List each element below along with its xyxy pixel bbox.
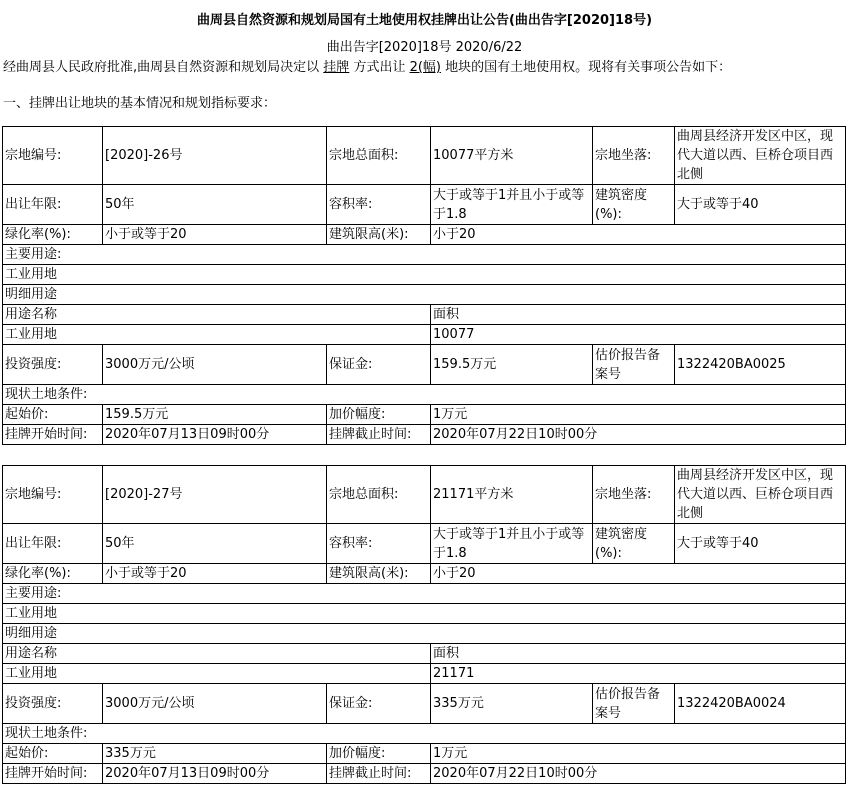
label-term: 出让年限: (3, 524, 103, 564)
table-row (3, 684, 846, 724)
table-row (3, 385, 846, 405)
value-deposit: 159.5万元 (431, 345, 593, 385)
value-appraisal-no: 1322420BA0024 (675, 684, 846, 724)
value-start-price: 159.5万元 (103, 405, 327, 425)
table-row (3, 624, 846, 644)
value-location: 曲周县经济开发区中区，现代大道以西、巨桥仓项目西北侧 (675, 466, 846, 524)
label-listing-start: 挂牌开始时间: (3, 425, 103, 445)
label-building-density: 建筑密度(%): (593, 185, 675, 225)
intro-text-1: 经曲周县人民政府批准,曲周县自然资源和规划局决定以 (3, 60, 320, 75)
value-listing-end: 2020年07月22日10时00分 (431, 764, 846, 784)
value-building-density: 大于或等于40 (675, 524, 846, 564)
document-number-date: 曲出告字[2020]18号 2020/6/22 (326, 40, 523, 55)
value-parcel-no: [2020]-26号 (103, 127, 327, 185)
intro-text-2: 方式出让 (353, 60, 406, 75)
parcel-table-2 (2, 465, 846, 784)
label-area: 面积 (431, 644, 846, 664)
parcel-table-1 (2, 126, 846, 445)
table-row (3, 127, 846, 185)
value-total-area: 21171平方米 (431, 466, 593, 524)
table-row (3, 265, 846, 285)
label-total-area: 宗地总面积: (327, 466, 431, 524)
value-height-limit: 小于20 (431, 225, 846, 245)
value-use-name: 工业用地 (3, 325, 431, 345)
table-row (3, 524, 846, 564)
table-row (3, 664, 846, 684)
label-main-use: 主要用途: (3, 245, 846, 265)
label-start-price: 起始价: (3, 405, 103, 425)
intro-paragraph (3, 56, 731, 75)
label-height-limit: 建筑限高(米): (327, 564, 431, 584)
value-location: 曲周县经济开发区中区，现代大道以西、巨桥仓项目西北侧 (675, 127, 846, 185)
value-term: 50年 (103, 185, 327, 225)
label-height-limit: 建筑限高(米): (327, 225, 431, 245)
value-start-price: 335万元 (103, 744, 327, 764)
table-row (3, 425, 846, 445)
label-area: 面积 (431, 305, 846, 325)
label-detail-use: 明细用途 (3, 285, 846, 305)
label-investment: 投资强度: (3, 345, 103, 385)
value-use-name: 工业用地 (3, 664, 431, 684)
value-building-density: 大于或等于40 (675, 185, 846, 225)
label-increment: 加价幅度: (327, 405, 431, 425)
label-main-use: 主要用途: (3, 584, 846, 604)
table-row (3, 764, 846, 784)
table-row (3, 325, 846, 345)
table-row (3, 245, 846, 265)
value-investment: 3000万元/公顷 (103, 345, 327, 385)
table-row (3, 305, 846, 325)
page-title: 曲周县自然资源和规划局国有土地使用权挂牌出让公告(曲出告字[2020]18号) (196, 13, 653, 28)
value-plot-ratio: 大于或等于1并且小于或等于1.8 (431, 185, 593, 225)
value-parcel-no: [2020]-27号 (103, 466, 327, 524)
value-green-rate: 小于或等于20 (103, 225, 327, 245)
value-increment: 1万元 (431, 405, 846, 425)
label-building-density: 建筑密度(%): (593, 524, 675, 564)
label-plot-ratio: 容积率: (327, 524, 431, 564)
label-green-rate: 绿化率(%): (3, 225, 103, 245)
table-row (3, 185, 846, 225)
label-green-rate: 绿化率(%): (3, 564, 103, 584)
value-investment: 3000万元/公顷 (103, 684, 327, 724)
value-listing-start: 2020年07月13日09时00分 (103, 425, 327, 445)
label-term: 出让年限: (3, 185, 103, 225)
label-plot-ratio: 容积率: (327, 185, 431, 225)
label-detail-use: 明细用途 (3, 624, 846, 644)
intro-method: 挂牌 (323, 60, 350, 75)
label-parcel-no: 宗地编号: (3, 127, 103, 185)
value-listing-end: 2020年07月22日10时00分 (431, 425, 846, 445)
value-term: 50年 (103, 524, 327, 564)
value-green-rate: 小于或等于20 (103, 564, 327, 584)
label-location: 宗地坐落: (593, 466, 675, 524)
label-listing-start: 挂牌开始时间: (3, 764, 103, 784)
label-deposit: 保证金: (327, 684, 431, 724)
label-location: 宗地坐落: (593, 127, 675, 185)
value-total-area: 10077平方米 (431, 127, 593, 185)
table-row (3, 584, 846, 604)
section-title: 一、挂牌出让地块的基本情况和规划指标要求： (3, 96, 277, 111)
label-total-area: 宗地总面积: (327, 127, 431, 185)
value-appraisal-no: 1322420BA0025 (675, 345, 846, 385)
table-row (3, 644, 846, 664)
label-listing-end: 挂牌截止时间: (327, 425, 431, 445)
intro-text-3: 地块的国有土地使用权。现将有关事项公告如下： (445, 60, 732, 75)
value-listing-start: 2020年07月13日09时00分 (103, 764, 327, 784)
value-deposit: 335万元 (431, 684, 593, 724)
value-main-use: 工业用地 (3, 265, 846, 285)
table-row (3, 345, 846, 385)
label-appraisal-no: 估价报告备案号 (593, 345, 675, 385)
label-use-name: 用途名称 (3, 305, 431, 325)
table-row (3, 285, 846, 305)
label-start-price: 起始价: (3, 744, 103, 764)
table-row (3, 604, 846, 624)
value-main-use: 工业用地 (3, 604, 846, 624)
value-plot-ratio: 大于或等于1并且小于或等于1.8 (431, 524, 593, 564)
table-row (3, 466, 846, 524)
label-increment: 加价幅度: (327, 744, 431, 764)
intro-count: 2(幅) (409, 60, 442, 75)
label-use-name: 用途名称 (3, 644, 431, 664)
table-row (3, 405, 846, 425)
label-land-condition: 现状土地条件: (3, 385, 846, 405)
value-increment: 1万元 (431, 744, 846, 764)
table-row (3, 564, 846, 584)
label-land-condition: 现状土地条件: (3, 724, 846, 744)
label-listing-end: 挂牌截止时间: (327, 764, 431, 784)
table-row (3, 225, 846, 245)
table-row (3, 724, 846, 744)
table-row (3, 744, 846, 764)
label-investment: 投资强度: (3, 684, 103, 724)
value-height-limit: 小于20 (431, 564, 846, 584)
label-parcel-no: 宗地编号: (3, 466, 103, 524)
label-appraisal-no: 估价报告备案号 (593, 684, 675, 724)
value-area: 10077 (431, 325, 846, 345)
value-area: 21171 (431, 664, 846, 684)
label-deposit: 保证金: (327, 345, 431, 385)
